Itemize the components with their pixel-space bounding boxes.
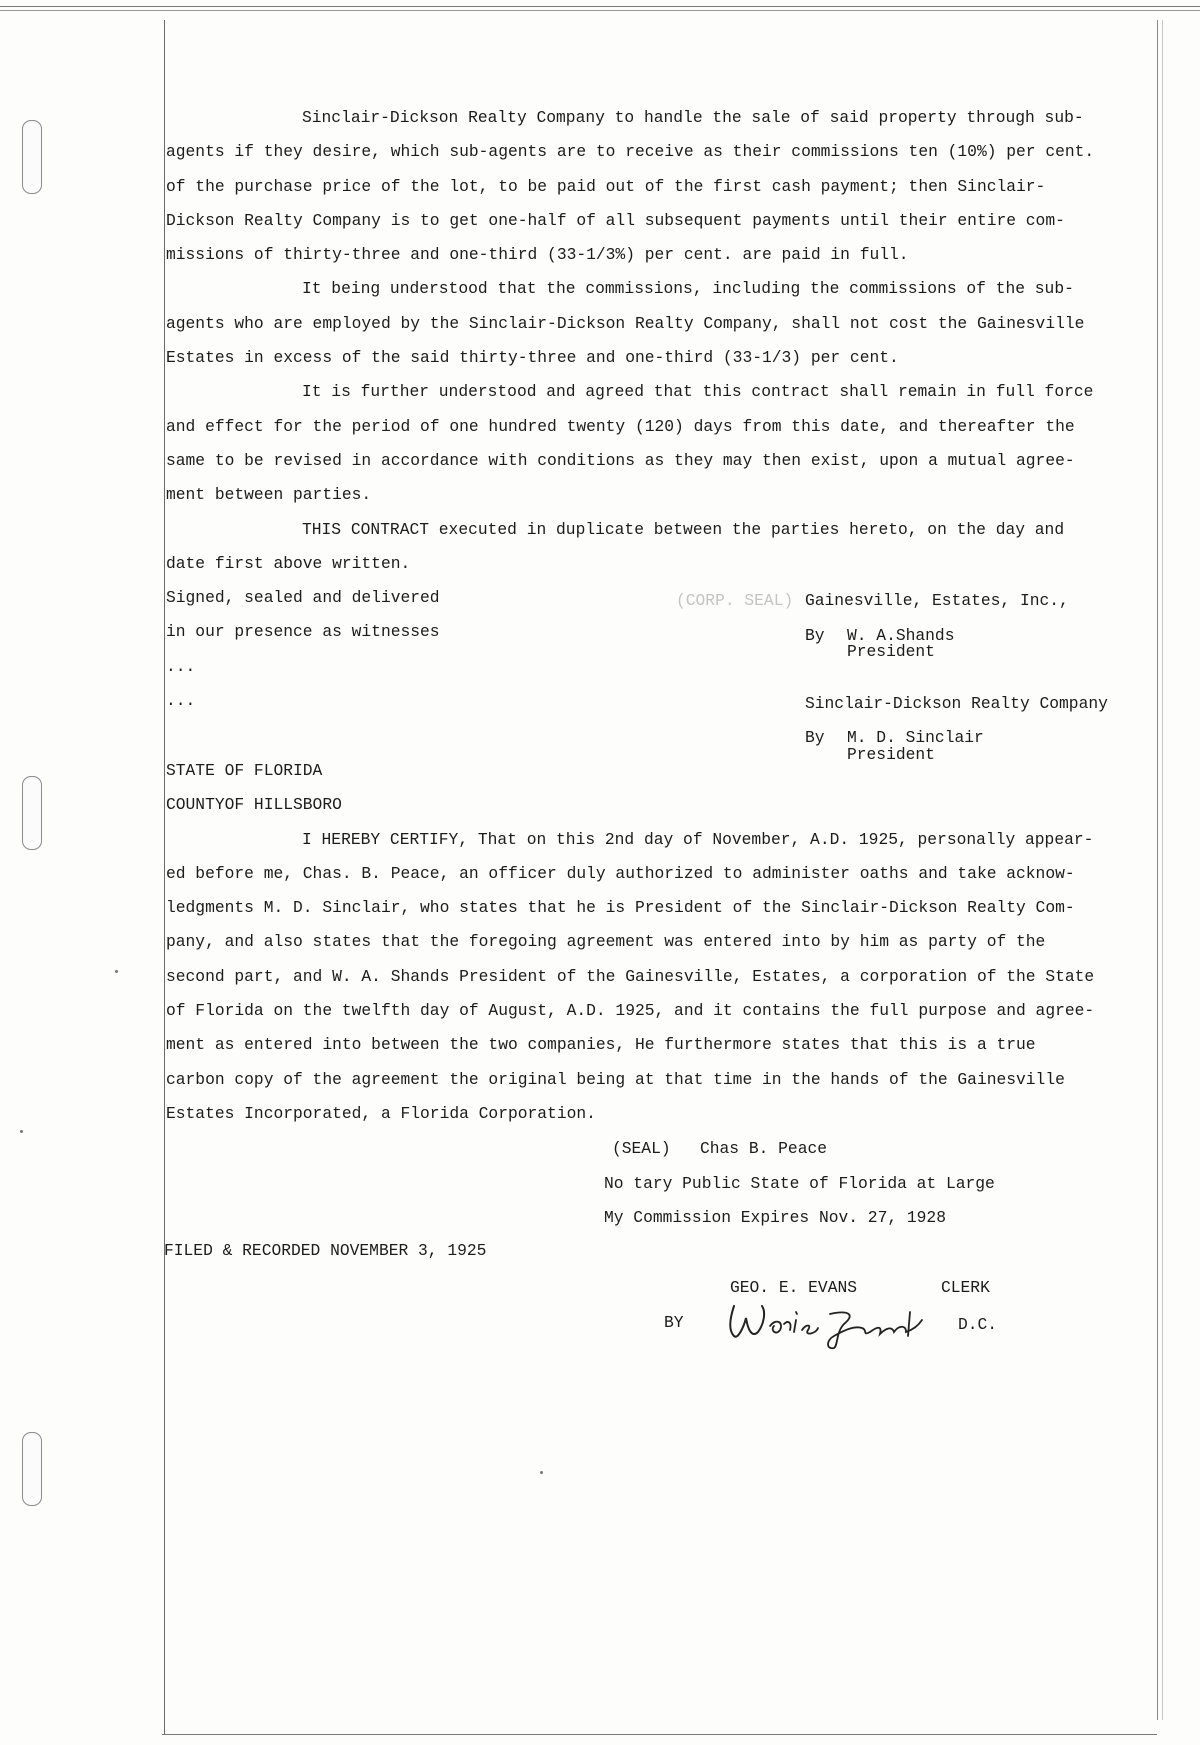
witness-clause: in our presence as witnesses [166, 622, 440, 642]
party1-signer: W. A.Shands [847, 626, 955, 645]
party2-name: Sinclair-Dickson Realty Company [805, 694, 1108, 713]
party1-title: President [847, 642, 935, 661]
ink-speck [540, 1471, 543, 1474]
body-line: date first above written. [166, 553, 411, 573]
left-margin-rule [164, 20, 165, 1735]
notary-commission: My Commission Expires Nov. 27, 1928 [604, 1208, 946, 1227]
filing-by: BY [664, 1313, 684, 1332]
body-line: Estates in excess of the said thirty-three and one-third (33-1/3) per cent. [166, 348, 899, 368]
binder-punch-hole [22, 1432, 42, 1506]
bottom-rule [162, 1734, 1157, 1735]
body-line: and effect for the period of one hundred twenty (120) days from this date, and thereafter the [166, 416, 1075, 436]
certificate-line: ed before me, Chas. B. Peace, an officer duly authorized to administer oaths and take acknow- [166, 863, 1075, 883]
certificate-line: carbon copy of the agreement the original being at that time in the hands of the Gainesville [166, 1069, 1065, 1089]
body-line: Sinclair-Dickson Realty Company to handle the sale of said property through sub- [302, 108, 1084, 127]
witness-signature-line: ... [166, 691, 196, 711]
contract-body [166, 101, 1156, 718]
top-border [0, 6, 1200, 11]
body-line: of the purchase price of the lot, to be paid out of the first cash payment; then Sinclair- [166, 176, 1046, 196]
right-page-edge-shadow [1162, 20, 1163, 1720]
handwritten-signature [722, 1296, 962, 1352]
body-line: It being understood that the commissions, including the commissions of the sub- [302, 279, 1074, 299]
body-line: Dickson Realty Company is to get one-half of all subsequent payments until their entire com- [166, 210, 1065, 230]
certificate-line: of Florida on the twelfth day of August, A.D. 1925, and it contains the full purpose and agree- [166, 1001, 1095, 1021]
notary-seal: (SEAL) [612, 1139, 671, 1158]
witness-clause: Signed, sealed and delivered [166, 588, 440, 608]
venue-county: COUNTYOF HILLSBORO [166, 795, 342, 815]
certificate-line: ment as entered into between the two companies, He furthermore states that this is a true [166, 1035, 1036, 1055]
clerk-title: CLERK [941, 1278, 990, 1297]
party1-name: Gainesville, Estates, Inc., [805, 591, 1069, 610]
body-line: It is further understood and agreed that this contract shall remain in full force [302, 382, 1094, 402]
acknowledgment-certificate [166, 754, 1156, 1131]
notary-title: No tary Public State of Florida at Large [604, 1174, 995, 1193]
body-line: missions of thirty-three and one-third (33-1/3%) per cent. are paid in full. [166, 245, 909, 265]
party1-by: By [805, 626, 825, 645]
body-line: same to be revised in accordance with conditions as they may then exist, upon a mutual agree- [166, 450, 1075, 470]
venue-state: STATE OF FLORIDA [166, 761, 323, 780]
body-line: ment between parties. [166, 485, 372, 505]
clerk-name: GEO. E. EVANS [730, 1278, 858, 1297]
body-line: agents if they desire, which sub-agents are to receive as their commissions ten (10%) per cent. [166, 142, 1095, 162]
witness-signature-line: ... [166, 656, 196, 676]
binder-punch-hole [22, 776, 42, 850]
certificate-line: Estates Incorporated, a Florida Corporation. [166, 1103, 596, 1123]
ink-speck [115, 970, 118, 973]
body-line: THIS CONTRACT executed in duplicate between the parties hereto, on the day and [302, 519, 1065, 539]
binder-punch-hole [22, 120, 42, 194]
certificate-line: I HEREBY CERTIFY, That on this 2nd day of November, A.D. 1925, personally appear- [302, 829, 1094, 849]
filing-recorded: FILED & RECORDED NOVEMBER 3, 1925 [164, 1241, 487, 1260]
corporate-seal: (CORP. SEAL) [676, 591, 794, 610]
certificate-line: ledgments M. D. Sinclair, who states that he is President of the Sinclair-Dickson Realty Com- [166, 898, 1075, 918]
certificate-line: pany, and also states that the foregoing agreement was entered into by him as party of the [166, 932, 1046, 952]
party2-by: By [805, 728, 825, 747]
notary-name: Chas B. Peace [700, 1139, 828, 1158]
party2-title: President [847, 745, 935, 764]
right-page-edge [1157, 20, 1158, 1720]
deputy-clerk: D.C. [958, 1315, 998, 1334]
certificate-line: second part, and W. A. Shands President of the Gainesville, Estates, a corporation of the State [166, 966, 1095, 986]
party2-signer: M. D. Sinclair [847, 728, 984, 747]
ink-speck [20, 1130, 23, 1133]
body-line: agents who are employed by the Sinclair-Dickson Realty Company, shall not cost the Gainesville [166, 313, 1085, 333]
